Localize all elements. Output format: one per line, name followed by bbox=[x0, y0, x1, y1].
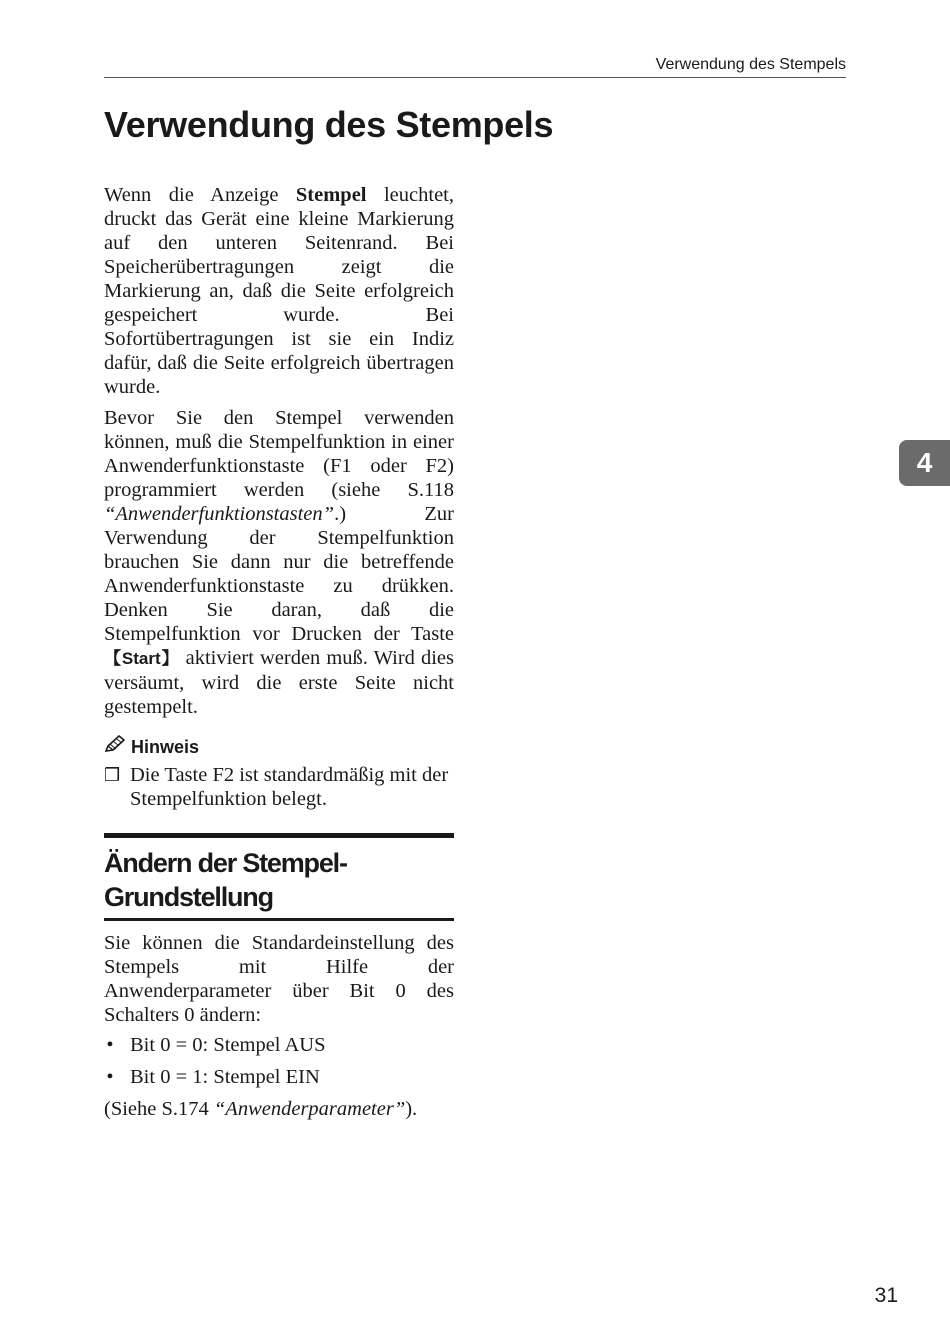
section-title: Ändern der Stempel-Grundstellung bbox=[104, 848, 347, 912]
usage-text-end: aktiviert werden muß. Wird dies versäumt, wird die erste Seite nicht gestempelt. bbox=[104, 647, 454, 718]
usage-text-middle: .) Zur Verwendung der Stempelfunktion brauchen Sie dann nur die betreffende Anwenderfunktionstaste zu drükken. Denken Sie daran, daß die Stempelfunktion vor Drucken der Taste bbox=[104, 503, 454, 645]
reference-paragraph bbox=[104, 1097, 454, 1121]
pencil-icon bbox=[104, 735, 126, 759]
running-header: Verwendung des Stempels bbox=[655, 56, 846, 73]
list-item bbox=[104, 1033, 454, 1057]
section-paragraph bbox=[104, 931, 454, 1027]
reference-text-start: (Siehe S.174 bbox=[104, 1098, 214, 1120]
hint-text: Die Taste F2 ist standardmäßig mit der Stempelfunktion belegt. bbox=[130, 764, 449, 810]
cross-reference-link[interactable]: “Anwenderfunktionstasten” bbox=[104, 503, 335, 525]
section-rule-top bbox=[104, 833, 454, 838]
hint-box bbox=[104, 733, 454, 811]
list-item-text: Bit 0 = 1: Stempel EIN bbox=[130, 1066, 320, 1088]
page-number: 31 bbox=[874, 1284, 898, 1307]
bit-settings-list bbox=[104, 1033, 454, 1097]
cross-reference-link[interactable]: “Anwenderparameter” bbox=[213, 1098, 406, 1120]
start-key-label: 【Start】 bbox=[104, 649, 180, 668]
section-paragraph-text: Sie können die Standardeinstellung des Stempels mit Hilfe der Anwenderparameter über Bit 0 des Schalters 0 ändern: bbox=[104, 932, 454, 1026]
hint-heading: Hinweis bbox=[131, 737, 200, 757]
list-item-text: Bit 0 = 0: Stempel AUS bbox=[130, 1034, 326, 1056]
page-title: Verwendung des Stempels bbox=[104, 104, 554, 145]
bullet-icon: • bbox=[106, 1066, 114, 1088]
section-rule-bottom bbox=[104, 918, 454, 921]
reference-text-end: ). bbox=[405, 1098, 418, 1120]
list-item bbox=[104, 1065, 454, 1089]
bullet-icon: • bbox=[106, 1034, 114, 1056]
checkbox-bullet-icon: ❒ bbox=[104, 765, 121, 785]
intro-text-start: Wenn die Anzeige bbox=[104, 184, 296, 206]
hint-item bbox=[104, 763, 454, 811]
intro-paragraph bbox=[104, 183, 454, 399]
stempel-indicator-label: Stempel bbox=[295, 184, 367, 206]
usage-paragraph bbox=[104, 406, 454, 719]
intro-text-rest: leuchtet, druckt das Gerät eine kleine Markierung auf den unteren Seitenrand. Bei Speicherübertragungen zeigt die Markierung an, daß die Seite erfolgreich gespeichert wurde. Bei Sofortübertragungen ist sie ein Indiz dafür, daß die Seite erfolgreich übertragen wurde. bbox=[104, 184, 454, 398]
header-rule bbox=[104, 77, 846, 78]
chapter-tab: 4 bbox=[899, 440, 950, 486]
usage-text-start: Bevor Sie den Stempel verwenden können, muß die Stempelfunktion in einer Anwenderfunktionstaste (F1 oder F2) programmiert werden (siehe S.118 bbox=[104, 407, 454, 501]
